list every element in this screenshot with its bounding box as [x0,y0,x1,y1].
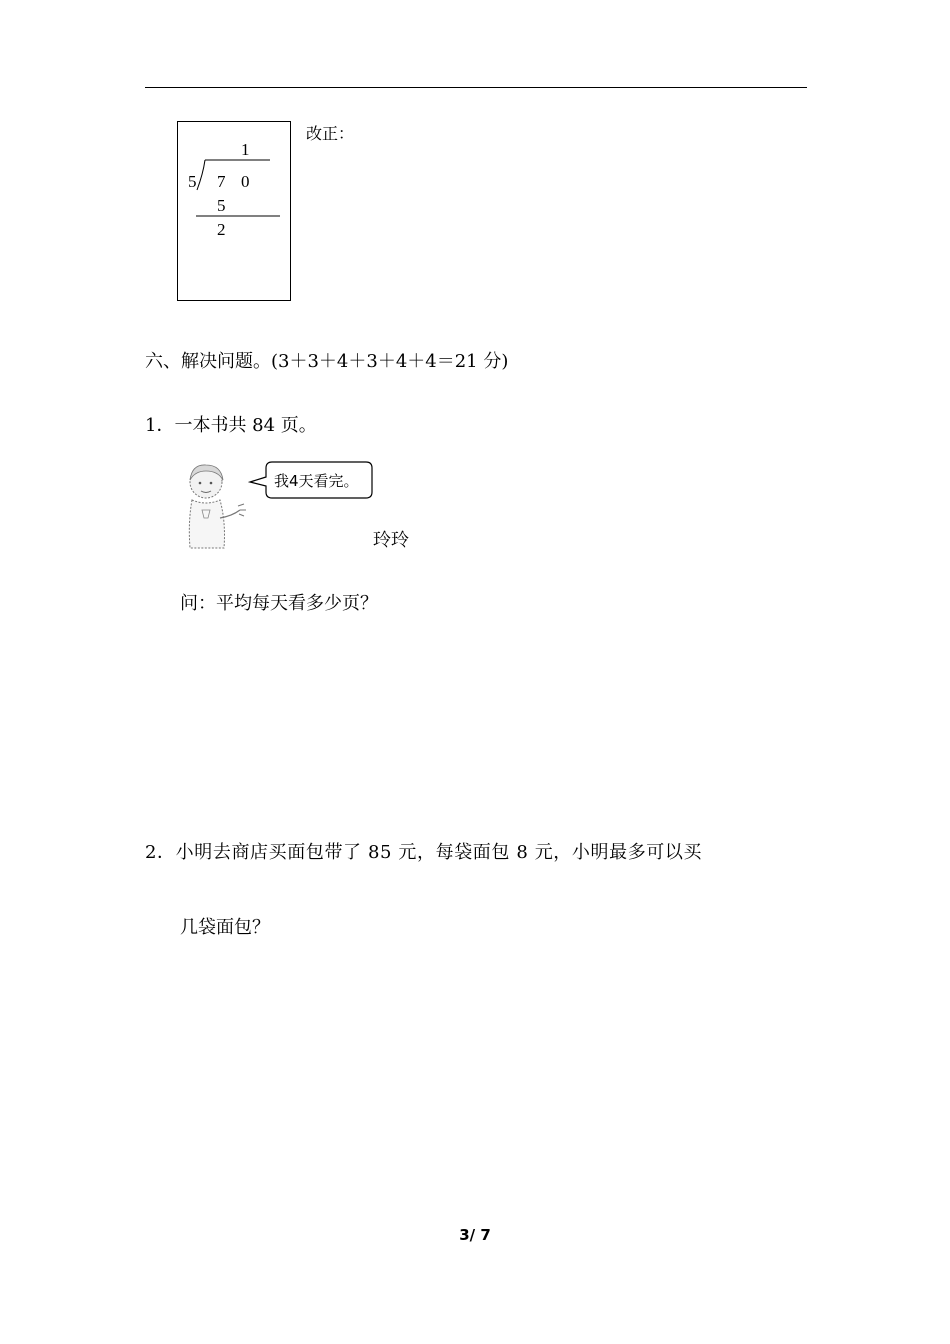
page-number: 3/ 7 [459,1226,491,1244]
problem-2-text-line-1: 2．小明去商店买面包带了 85 元，每袋面包 8 元，小明最多可以买 [145,842,703,863]
long-division-diagram [178,122,290,300]
division-bracket-curve [197,160,205,190]
dividend-digit-2: 0 [241,172,250,191]
divisor-digit: 5 [188,172,197,191]
long-division-box [177,121,291,301]
correction-label: 改正： [306,124,355,143]
remainder-digit: 2 [217,220,226,239]
product-digit: 5 [217,196,226,215]
problem-2-text-line-2: 几袋面包？ [180,917,270,938]
problem-1-question: 问：平均每天看多少页？ [180,593,378,614]
girl-illustration [178,460,252,550]
dividend-digit-1: 7 [217,172,226,191]
header-rule [145,87,807,88]
problem-1-text: 1．一本书共 84 页。 [145,415,317,436]
speech-bubble-text: 我4天看完。 [274,472,359,490]
section-title: 六、解决问题。(3＋3＋4＋3＋4＋4＝21 分) [145,351,509,372]
speaker-name: 玲玲 [373,530,409,551]
quotient-digit: 1 [241,140,250,159]
